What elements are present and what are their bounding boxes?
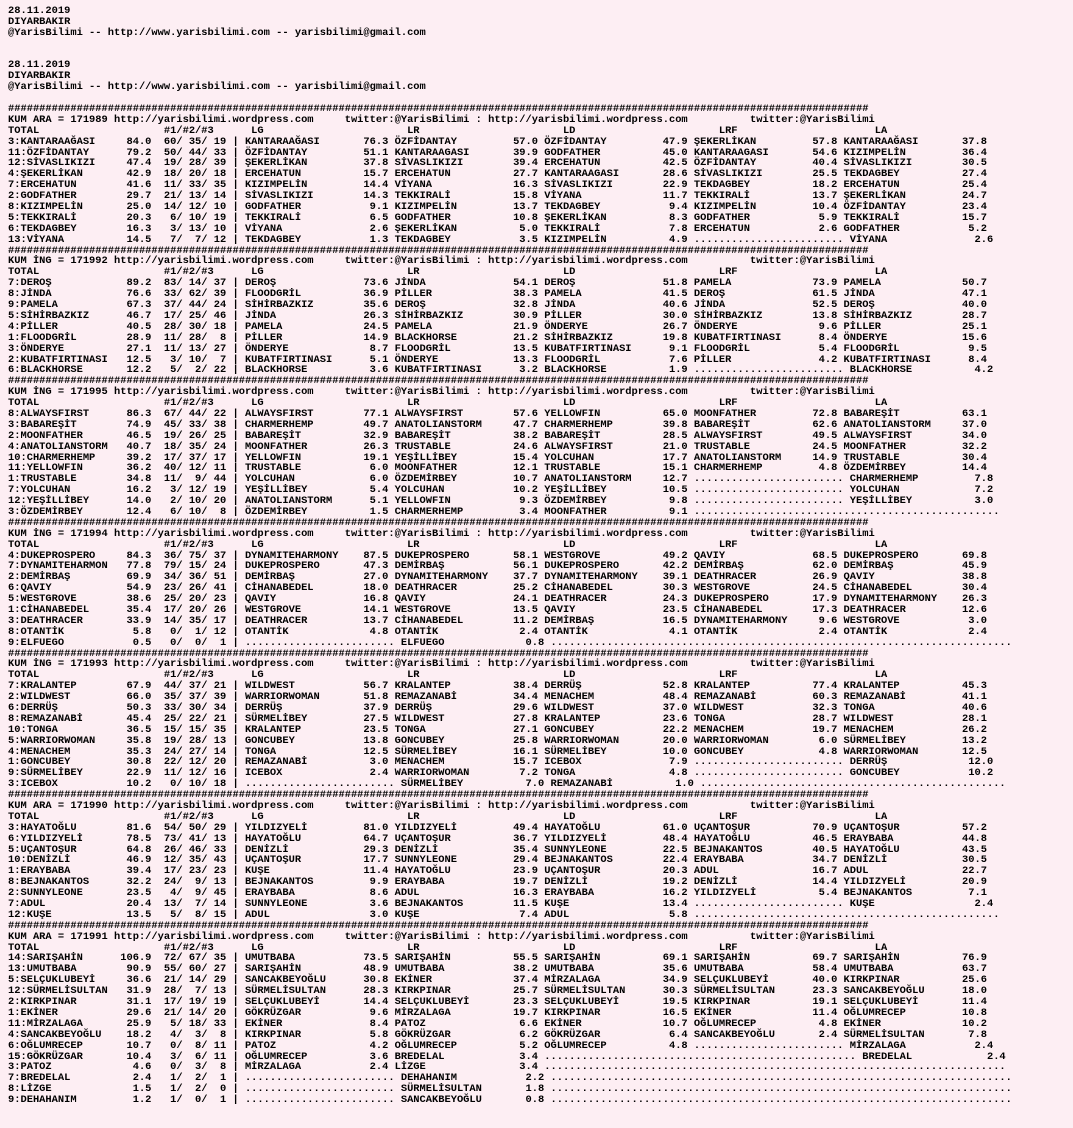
report-line: TOTAL #1/#2/#3 LG LR LD LRF LA: [8, 810, 888, 823]
report-line: 13:VİYANA 14.5 7/ 7/ 12 | TEKDAGBEY 1.3 TEKDAGBEY 3.5 KIZIMPELİN 4.9 ........................ VİYANA 2.6: [8, 233, 994, 246]
report-line: 8:BEJNAKANTOS 32.2 24/ 9/ 13 | BEJNAKANTOS 9.9 ERAYBABA 19.7 DENİZLİ 19.2 DENİZLİ 14.4 YILDIZYELİ 20.9: [8, 876, 987, 889]
report-line: 1:CİHANABEDEL 35.4 17/ 20/ 26 | WESTGROVE 14.1 WESTGROVE 13.5 QAVIY 23.5 CİHANABEDEL 17.3 DEATHRACER 12.6: [8, 603, 987, 616]
report-line: 4:MENACHEM 35.3 24/ 27/ 14 | TONGA 12.5 SÜRMELİBEY 16.1 SÜRMELİBEY 10.0 GONCUBEY 4.8 WARRIORWOMAN 12.5: [8, 745, 987, 758]
report-line: 4:SANCAKBEYOĞLU 18.2 4/ 3/ 8 | KIRKPINAR 5.8 GÖKRÜZGAR 6.2 GÖKRÜZGAR 6.4 SANCAKBEYOĞLU 2.4 SÜRMELİSULTAN 7.8: [8, 1028, 987, 1041]
report-line: 6:BLACKHORSE 12.2 5/ 2/ 22 | BLACKHORSE 3.6 KUBATFIRTINASI 3.2 BLACKHORSE 1.9 ........................ BLACKHORSE 4.2: [8, 364, 994, 377]
report-line: 1:FLOODGRİL 28.9 11/ 28/ 8 | PİLLER 14.9 BLACKHORSE 21.2 SİHİRBAZKIZ 19.8 KUBATFIRTINASI 8.4 ÖNDERYE 15.6: [8, 331, 987, 344]
report-line: 3:KANTARAAĞASI 84.0 60/ 35/ 19 | KANTARAAĞASI 76.3 ÖZFİDANTAY 57.0 ÖZFİDANTAY 47.9 ŞEKERLİKAN 57.8 KANTARAAĞASI 37.8: [8, 135, 987, 148]
report-line: 9:ELFUEGO 0.5 0/ 0/ 1 | ........................ ELFUEGO 0.8 ..........................................................................: [8, 636, 1012, 649]
report-line: 14:SARIŞAHİN 106.9 72/ 67/ 35 | UMUTBABA 73.5 SARIŞAHİN 55.5 SARIŞAHİN 69.1 SARIŞAHİN 69.7 SARIŞAHİN 76.9: [8, 952, 987, 965]
report-line: 2:KIRKPINAR 31.1 17/ 19/ 19 | SELÇUKLUBEYİ 14.4 SELÇUKLUBEYİ 23.3 SELÇUKLUBEYİ 19.5 KIRKPINAR 19.1 SELÇUKLUBEYİ 11.4: [8, 996, 987, 1009]
report-line: 7:KRALANTEP 67.9 44/ 37/ 21 | WILDWEST 56.7 KRALANTEP 38.4 DERRÜŞ 52.8 KRALANTEP 77.4 KRALANTEP 45.3: [8, 680, 987, 693]
report-line: 9:PAMELA 67.3 37/ 44/ 24 | SİHİRBAZKIZ 35.6 DEROŞ 32.8 JİNDA 40.6 JİNDA 52.5 DEROŞ 40.0: [8, 299, 987, 312]
report-line: 7:BREDELAL 2.4 1/ 2/ 1 | ........................ DEHAHANIM 2.2 ..........................................................................: [8, 1072, 1012, 1085]
report-line: ##########################################################################################################################################: [8, 244, 869, 257]
report-line: 11:ÖZFİDANTAY 79.2 50/ 44/ 33 | ÖZFİDANTAY 51.1 KANTARAAGASI 39.9 GODFATHER 45.0 KANTARAAGASI 54.6 KIZIMPELİN 36.4: [8, 146, 987, 159]
report-line: 7:DEROŞ 89.2 83/ 14/ 37 | DEROŞ 73.6 JİNDA 54.1 DEROŞ 51.8 PAMELA 73.9 PAMELA 50.7: [8, 277, 987, 290]
report-line: 6:OĞLUMRECEP 10.7 0/ 8/ 11 | PATOZ 4.2 OĞLUMRECEP 5.2 OĞLUMRECEP 4.8 ........................ MİRZALAGA 2.4: [8, 1039, 994, 1052]
report-line: 5:UÇANTOŞUR 64.8 26/ 46/ 33 | DENİZLİ 29.3 DENİZLİ 35.4 SUNNYLEONE 22.5 BEJNAKANTOS 40.5 HAYATOĞLU 43.5: [8, 843, 987, 856]
report-line: @YarisBilimi -- http://www.yarisbilimi.com -- yarisbilimi@gmail.com: [8, 81, 426, 94]
report-line: [8, 39, 1012, 50]
report-line: 28.11.2019: [8, 59, 71, 72]
report-line: 3:HAYATOĞLU 81.6 54/ 50/ 29 | YILDIZYELİ 81.0 YILDIZYELİ 49.4 HAYATOĞLU 61.0 UÇANTOŞUR 70.9 UÇANTOŞUR 57.2: [8, 821, 987, 834]
report-line: 5:WARRIORWOMAN 35.8 19/ 28/ 13 | GONCUBEY 13.8 GONCUBEY 25.8 WARRIORWOMAN 20.0 WARRIORWOMAN 6.0 SÜRMELİBEY 13.2: [8, 734, 987, 747]
report-line: KUM ARA = 171990 http://yarisbilimi.wordpress.com twitter:@YarisBilimi : http://yarisbilimi.wordpress.com twitter:@YarisBilimi: [8, 800, 875, 813]
report-line: 12:KUŞE 13.5 5/ 8/ 15 | ADUL 3.0 KUŞE 7.4 ADUL 5.8 .................................................: [8, 908, 1000, 921]
report-line: 15:GÖKRÜZGAR 10.4 3/ 6/ 11 | OĞLUMRECEP 3.6 BREDELAL 3.4 .................................................. BREDELAL 2.4: [8, 1050, 1006, 1063]
report-line: 10:DENİZLİ 46.9 12/ 35/ 43 | UÇANTOŞUR 17.7 SUNNYLEONE 29.4 BEJNAKANTOS 22.4 ERAYBABA 34.7 DENİZLİ 30.5: [8, 854, 987, 867]
report-line: 3:ICEBOX 10.2 0/ 10/ 18 | ........................ SÜRMELİBEY 7.0 REMAZANABİ 1.0 .................................................: [8, 778, 1006, 791]
report-line: 4:DUKEPROSPERO 84.3 36/ 75/ 37 | DYNAMITEHARMONY 87.5 DUKEPROSPERO 58.1 WESTGROVE 49.2 QAVIY 68.5 DUKEPROSPERO 69.8: [8, 549, 987, 562]
report-line: 10:CHARMERHEMP 39.2 17/ 37/ 17 | YELLOWFIN 19.1 YEŞİLLİBEY 15.4 YOLCUHAN 17.7 ANATOLIANSTORM 14.9 TRUSTABLE 30.4: [8, 451, 987, 464]
report-line: ##########################################################################################################################################: [8, 647, 869, 660]
report-line: TOTAL #1/#2/#3 LG LR LD LRF LA: [8, 124, 888, 137]
report-line: 2:WILDWEST 66.0 35/ 37/ 39 | WARRIORWOMAN 51.8 REMAZANABİ 34.4 MENACHEM 48.4 REMAZANABİ 60.3 REMAZANABİ 41.1: [8, 691, 987, 704]
report-line: 3:DEATHRACER 33.9 14/ 35/ 17 | DEATHRACER 13.7 CİHANABEDEL 11.2 DEMİRBAŞ 16.5 DYNAMITEHARMONY 9.6 WESTGROVE 3.0: [8, 614, 987, 627]
report-line: KUM İNG = 171994 http://yarisbilimi.wordpress.com twitter:@YarisBilimi : http://yarisbilimi.wordpress.com twitter:@YarisBilimi: [8, 527, 875, 540]
report-line: 6:QAVIY 54.9 23/ 26/ 41 | CİHANABEDEL 18.0 DEATHRACER 25.2 CİHANABEDEL 30.3 WESTGROVE 24.5 CİHANABEDEL 30.4: [8, 582, 987, 595]
report-line: 12:YEŞİLLİBEY 14.0 2/ 10/ 20 | ANATOLIANSTORM 5.1 YELLOWFIN 9.3 ÖZDEMİRBEY 9.8 ........................ YEŞİLLİBEY 3.0: [8, 495, 994, 508]
report-line: 7:ERCEHATUN 41.6 11/ 33/ 35 | KIZIMPELİN 14.4 VİYANA 16.3 SİVASLIKIZI 22.9 TEKDAGBEY 18.2 ERCEHATUN 25.4: [8, 179, 987, 192]
report-line: 3:PATOZ 4.6 0/ 3/ 8 | MİRZALAGA 2.4 LİZGE 3.4 ..........................................................................: [8, 1061, 1006, 1074]
report-line: TOTAL #1/#2/#3 LG LR LD LRF LA: [8, 266, 888, 279]
report-line: 8:JİNDA 76.6 33/ 62/ 39 | FLOODGRİL 36.9 PİLLER 38.3 PAMELA 41.5 DEROŞ 61.5 JİNDA 47.1: [8, 288, 987, 301]
report-line: 9:DEHAHANIM 1.2 1/ 0/ 1 | ........................ SANCAKBEYOĞLU 0.8 ..........................................................................: [8, 1094, 1012, 1107]
report-line: 12:SİVASLIKIZI 47.4 19/ 28/ 39 | ŞEKERLİKAN 37.8 SİVASLIKIZI 39.4 ERCEHATUN 42.5 ÖZFİDANTAY 40.4 SİVASLIKIZI 30.5: [8, 157, 987, 170]
report-line: TOTAL #1/#2/#3 LG LR LD LRF LA: [8, 538, 888, 551]
report-line: TOTAL #1/#2/#3 LG LR LD LRF LA: [8, 669, 888, 682]
report-line: 9:SÜRMELİBEY 22.9 11/ 12/ 16 | ICEBOX 2.4 WARRIORWOMAN 7.2 TONGA 4.8 ........................ GONCUBEY 10.2: [8, 767, 994, 780]
report-line: 2:KUBATFIRTINASI 12.5 3/ 10/ 7 | KUBATFIRTINASI 5.1 ÖNDERYE 13.3 FLOODGRİL 7.6 PİLLER 4.2 KUBATFIRTINASI 8.4: [8, 353, 987, 366]
report-line: 2:DEMİRBAŞ 69.9 34/ 36/ 51 | DEMİRBAŞ 27.0 DYNAMITEHARMONY 37.7 DYNAMITEHARMONY 39.1 DEATHRACER 26.9 QAVIY 38.8: [8, 571, 987, 584]
report-line: 3:ÖZDEMİRBEY 12.4 6/ 10/ 8 | ÖZDEMİRBEY 1.5 CHARMERHEMP 3.4 MOONFATHER 9.1 .................................................: [8, 505, 1000, 518]
report-line: ##########################################################################################################################################: [8, 919, 869, 932]
report-line: [8, 50, 1012, 61]
report-line: KUM ARA = 171991 http://yarisbilimi.wordpress.com twitter:@YarisBilimi : http://yarisbilimi.wordpress.com twitter:@YarisBilimi: [8, 930, 875, 943]
report-line: 8:OTANTİK 5.8 0/ 1/ 12 | OTANTİK 4.8 OTANTİK 2.4 OTANTİK 4.1 OTANTİK 2.4 OTANTİK 2.4: [8, 625, 987, 638]
report-line: 12:SÜRMELİSULTAN 31.9 28/ 7/ 13 | SÜRMELİSULTAN 28.3 KIRKPINAR 25.7 SÜRMELİSULTAN 30.3 SÜRMELİSULTAN 23.3 SANCAKBEYOĞLU 18.0: [8, 985, 987, 998]
report-line: 1:EKİNER 29.6 21/ 14/ 20 | GÖKRÜZGAR 9.6 MİRZALAGA 19.7 KIRKPINAR 16.5 EKİNER 11.4 OĞLUMRECEP 10.8: [8, 1006, 987, 1019]
report-line: 8:LİZGE 1.5 1/ 2/ 0 | ........................ SÜRMELİSULTAN 1.8 ..........................................................................: [8, 1083, 1012, 1096]
report-line: 10:TONGA 36.5 15/ 15/ 35 | KRALANTEP 23.5 TONGA 27.1 GONCUBEY 22.2 MENACHEM 19.7 MENACHEM 26.2: [8, 723, 987, 736]
report-line: 5:SELÇUKLUBEYİ 36.6 21/ 14/ 29 | SANCAKBEYOĞLU 30.8 EKİNER 37.4 MİRZALAGA 34.9 SELÇUKLUBEYİ 40.0 KIRKPINAR 25.6: [8, 974, 987, 987]
race-report-text: [8, 6, 1012, 1106]
report-line: 1:GONCUBEY 30.8 22/ 12/ 20 | REMAZANABİ 3.0 MENACHEM 15.7 ICEBOX 7.9 ........................ DERRÜŞ 12.0: [8, 756, 994, 769]
report-line: 6:DERRÜŞ 50.3 33/ 30/ 34 | DERRÜŞ 37.9 DERRÜŞ 29.6 WILDWEST 37.0 WILDWEST 32.3 TONGA 40.6: [8, 702, 987, 714]
report-line: 1:ERAYBABA 39.4 17/ 23/ 23 | KUŞE 11.4 HAYATOĞLU 23.9 UÇANTOŞUR 20.3 ADUL 16.7 ADUL 22.7: [8, 865, 987, 878]
report-line: 7:ADUL 20.4 13/ 7/ 14 | SUNNYLEONE 3.6 BEJNAKANTOS 11.5 KUŞE 13.4 ........................ KUŞE 2.4: [8, 898, 994, 911]
report-line: 8:KIZIMPELİN 25.0 14/ 12/ 10 | GODFATHER 9.1 KIZIMPELİN 13.7 TEKDAGBEY 9.4 KIZIMPELİN 10.4 ÖZFİDANTAY 23.4: [8, 201, 987, 214]
report-line: DIYARBAKIR: [8, 70, 71, 83]
report-line: 4:ŞEKERLİKAN 42.9 18/ 20/ 18 | ERCEHATUN 15.7 ERCEHATUN 27.7 KANTARAAGASI 28.6 SİVASLIKIZI 25.5 TEKDAGBEY 27.4: [8, 168, 987, 181]
report-line: KUM İNG = 171995 http://yarisbilimi.wordpress.com twitter:@YarisBilimi : http://yarisbilimi.wordpress.com twitter:@YarisBilimi: [8, 386, 875, 399]
report-line: 6:TEKDAGBEY 16.3 3/ 13/ 10 | VİYANA 2.6 ŞEKERLİKAN 5.0 TEKKIRALİ 7.8 ERCEHATUN 2.6 GODFATHER 5.2: [8, 222, 987, 235]
report-line: KUM İNG = 171993 http://yarisbilimi.wordpress.com twitter:@YarisBilimi : http://yarisbilimi.wordpress.com twitter:@YarisBilimi: [8, 658, 875, 671]
report-line: 4:PİLLER 40.5 28/ 30/ 18 | PAMELA 24.5 PAMELA 21.9 ÖNDERYE 26.7 ÖNDERYE 9.6 PİLLER 25.1: [8, 320, 987, 333]
report-line: 7:YOLCUHAN 16.2 3/ 12/ 19 | YEŞİLLİBEY 5.4 YOLCUHAN 10.2 YEŞİLLİBEY 10.5 ........................ YOLCUHAN 7.2: [8, 484, 994, 497]
report-line: 8:REMAZANABİ 45.4 25/ 22/ 21 | SÜRMELİBEY 27.5 WILDWEST 27.8 KRALANTEP 23.6 TONGA 28.7 WILDWEST 28.1: [8, 712, 987, 725]
report-line: 11:MİRZALAGA 25.9 5/ 18/ 33 | EKİNER 8.4 PATOZ 6.6 EKİNER 10.7 OĞLUMRECEP 4.8 EKİNER 10.2: [8, 1017, 987, 1030]
report-line: 5:TEKKIRALİ 20.3 6/ 10/ 19 | TEKKIRALİ 6.5 GODFATHER 10.8 ŞEKERLİKAN 8.3 GODFATHER 5.9 TEKKIRALİ 15.7: [8, 211, 987, 224]
report-line: 28.11.2019: [8, 5, 71, 17]
report-line: 13:UMUTBABA 90.9 55/ 60/ 27 | SARIŞAHİN 48.9 UMUTBABA 38.2 UMUTBABA 35.6 UMUTBABA 58.4 UMUTBABA 63.7: [8, 963, 987, 976]
report-line: 3:ÖNDERYE 27.1 11/ 13/ 27 | ÖNDERYE 8.7 FLOODGRİL 13.5 KUBATFIRTINASI 9.1 FLOODGRİL 5.4 FLOODGRİL 9.5: [8, 342, 987, 355]
report-line: TOTAL #1/#2/#3 LG LR LD LRF LA: [8, 941, 888, 954]
report-line: ##########################################################################################################################################: [8, 789, 869, 802]
report-line: DIYARBAKIR: [8, 15, 71, 28]
report-line: 8:ALWAYSFIRST 86.3 67/ 44/ 22 | ALWAYSFIRST 77.1 ALWAYSFIRST 57.6 YELLOWFIN 65.0 MOONFATHER 72.8 BABAREŞİT 63.1: [8, 407, 987, 420]
report-line: 2:MOONFATHER 46.5 19/ 26/ 25 | BABAREŞİT 32.9 BABAREŞİT 38.2 BABAREŞİT 28.5 ALWAYSFIRST 49.5 ALWAYSFIRST 34.0: [8, 429, 987, 442]
report-line: 2:GODFATHER 29.7 21/ 13/ 14 | SİVASLIKIZI 14.3 TEKKIRALİ 15.8 VİYANA 11.7 TEKKIRALİ 13.7 ŞEKERLİKAN 24.7: [8, 190, 987, 203]
report-line: ##########################################################################################################################################: [8, 375, 869, 388]
report-line: 2:SUNNYLEONE 23.5 4/ 9/ 45 | ERAYBABA 8.6 ADUL 16.3 ERAYBABA 16.2 YILDIZYELİ 5.4 BEJNAKANTOS 7.1: [8, 887, 987, 900]
report-line: 3:BABAREŞİT 74.9 45/ 33/ 38 | CHARMERHEMP 49.7 ANATOLIANSTORM 47.7 CHARMERHEMP 39.8 BABAREŞİT 62.6 ANATOLIANSTORM 37.0: [8, 418, 987, 431]
report-line: ##########################################################################################################################################: [8, 103, 869, 116]
report-line: 7:DYNAMITEHARMON 77.8 79/ 15/ 24 | DUKEPROSPERO 47.3 DEMİRBAŞ 56.1 DUKEPROSPERO 42.2 DEMİRBAŞ 62.0 DEMİRBAŞ 45.9: [8, 560, 987, 573]
report-line: KUM İNG = 171992 http://yarisbilimi.wordpress.com twitter:@YarisBilimi : http://yarisbilimi.wordpress.com twitter:@YarisBilimi: [8, 255, 875, 268]
report-line: 11:YELLOWFIN 36.2 40/ 12/ 11 | TRUSTABLE 6.0 MOONFATHER 12.1 TRUSTABLE 15.1 CHARMERHEMP 4.8 ÖZDEMİRBEY 14.4: [8, 462, 987, 475]
report-line: 5:SİHİRBAZKIZ 46.7 17/ 25/ 46 | JİNDA 26.3 SİHİRBAZKIZ 30.9 PİLLER 30.0 SİHİRBAZKIZ 13.8 SİHİRBAZKIZ 28.7: [8, 309, 987, 322]
report-line: ##########################################################################################################################################: [8, 516, 869, 529]
report-line: 5:WESTGROVE 38.6 25/ 20/ 23 | QAVIY 16.8 QAVIY 24.1 DEATHRACER 24.3 DUKEPROSPERO 17.9 DYNAMITEHARMONY 26.3: [8, 593, 987, 606]
report-line: KUM ARA = 171989 http://yarisbilimi.wordpress.com twitter:@YarisBilimi : http://yarisbilimi.wordpress.com twitter:@YarisBilimi: [8, 113, 875, 126]
report-line: @YarisBilimi -- http://www.yarisbilimi.com -- yarisbilimi@gmail.com: [8, 26, 426, 39]
report-line: 6:YILDIZYELİ 78.5 73/ 41/ 13 | HAYATOĞLU 64.7 UÇANTOŞUR 36.7 YILDIZYELİ 48.4 HAYATOĞLU 46.5 ERAYBABA 44.8: [8, 832, 987, 845]
report-line: 1:TRUSTABLE 34.8 11/ 9/ 44 | YOLCUHAN 6.0 ÖZDEMİRBEY 10.7 ANATOLIANSTORM 12.7 ........................ CHARMERHEMP 7.8: [8, 473, 994, 486]
report-line: 4:ANATOLIANSTORM 40.7 18/ 35/ 24 | MOONFATHER 26.3 TRUSTABLE 24.6 ALWAYSFIRST 21.0 TRUSTABLE 24.5 MOONFATHER 32.2: [8, 440, 987, 453]
report-line: TOTAL #1/#2/#3 LG LR LD LRF LA: [8, 397, 888, 410]
